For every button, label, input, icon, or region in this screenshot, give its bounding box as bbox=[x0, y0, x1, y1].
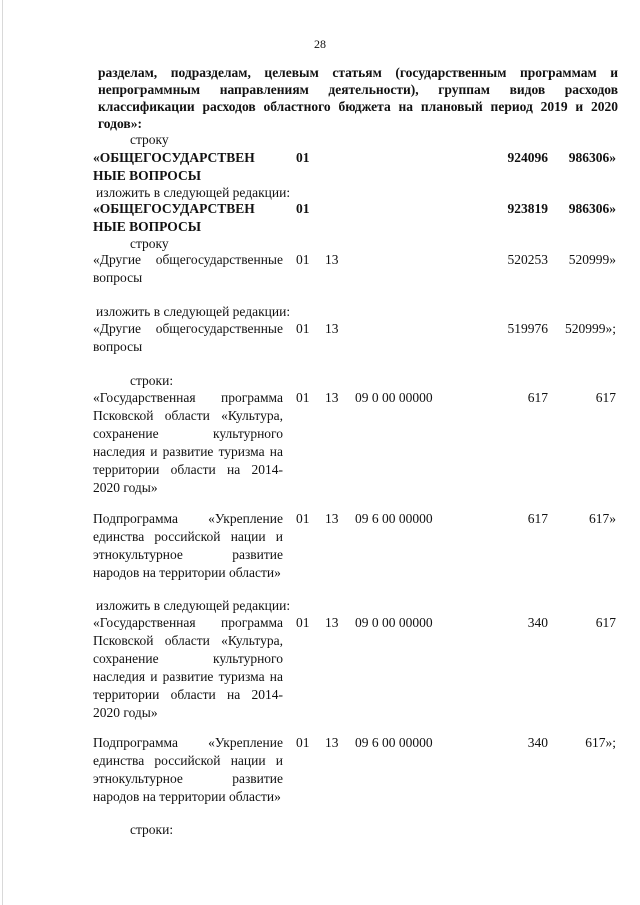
row-value-2020: 986306» bbox=[568, 201, 616, 216]
row-rz: 01 bbox=[296, 390, 310, 405]
row-csr: 09 0 00 00000 bbox=[355, 390, 433, 405]
row-csr: 09 6 00 00000 bbox=[355, 511, 433, 526]
row-value-2020: 617 bbox=[595, 390, 616, 405]
row-value-2020: 617» bbox=[589, 511, 616, 526]
row-rz: 01 bbox=[296, 150, 310, 165]
row-prz: 13 bbox=[325, 390, 339, 405]
instruction-stroku: строку bbox=[130, 132, 169, 147]
row-value-2019: 924096 bbox=[507, 150, 548, 165]
row-desc: Подпрограмма «Укрепление единства российской нации и этнокультурное развитие народов на территории области» bbox=[93, 735, 283, 804]
row-rz: 01 bbox=[296, 321, 310, 336]
row-desc: «Государственная программа Псковской области «Культура, сохранение культурного наследия и развитие туризма на территории области на 2014-2020 годы» bbox=[93, 390, 283, 495]
row-rz: 01 bbox=[296, 735, 310, 750]
row-value-2020: 520999» bbox=[568, 252, 616, 267]
instruction-stroku: строку bbox=[130, 236, 169, 251]
row-desc: «Другие общегосударственные вопросы bbox=[93, 252, 283, 285]
row-rz: 01 bbox=[296, 511, 310, 526]
instruction-izlozhit: изложить в следующей редакции: bbox=[96, 598, 291, 613]
instruction-stroki: строки: bbox=[130, 822, 174, 837]
row-value-2020: 617 bbox=[595, 615, 616, 630]
row-desc: «Другие общегосударственные вопросы bbox=[93, 321, 283, 354]
row-rz: 01 bbox=[296, 252, 310, 267]
row-desc: Подпрограмма «Укрепление единства российской нации и этнокультурное развитие народов на территории области» bbox=[93, 511, 283, 580]
row-prz: 13 bbox=[325, 615, 339, 630]
instruction-stroki: строки: bbox=[130, 373, 174, 388]
instruction-izlozhit: изложить в следующей редакции: bbox=[96, 304, 291, 319]
scan-edge bbox=[2, 0, 3, 905]
row-desc: «ОБЩЕГОСУДАРСТВЕН НЫЕ ВОПРОСЫ bbox=[93, 150, 255, 183]
row-value-2019: 617 bbox=[527, 390, 548, 405]
row-prz: 13 bbox=[325, 252, 339, 267]
row-prz: 13 bbox=[325, 511, 339, 526]
row-value-2019: 519976 bbox=[507, 321, 548, 336]
row-desc: «ОБЩЕГОСУДАРСТВЕН НЫЕ ВОПРОСЫ bbox=[93, 201, 255, 234]
row-rz: 01 bbox=[296, 615, 310, 630]
row-value-2019: 340 bbox=[527, 615, 548, 630]
row-value-2019: 617 bbox=[527, 511, 548, 526]
row-desc: «Государственная программа Псковской области «Культура, сохранение культурного наследия и развитие туризма на территории области на 2014-2020 годы» bbox=[93, 615, 283, 720]
row-rz: 01 bbox=[296, 201, 310, 216]
row-value-2020: 986306» bbox=[568, 150, 616, 165]
row-value-2019: 340 bbox=[527, 735, 548, 750]
intro-paragraph: разделам, подразделам, целевым статьям (государственным программам и непрограммным направлениям деятельности), группам видов расходов классификации расходов областного бюджета на плановый период 2019 и 2020 годов»: bbox=[98, 65, 618, 131]
row-csr: 09 6 00 00000 bbox=[355, 735, 433, 750]
row-prz: 13 bbox=[325, 321, 339, 336]
page-number: 28 bbox=[314, 37, 326, 51]
row-value-2019: 520253 bbox=[507, 252, 548, 267]
row-value-2020: 520999»; bbox=[564, 321, 616, 336]
row-value-2020: 617»; bbox=[585, 735, 616, 750]
row-prz: 13 bbox=[325, 735, 339, 750]
row-value-2019: 923819 bbox=[507, 201, 548, 216]
instruction-izlozhit: изложить в следующей редакции: bbox=[96, 185, 291, 200]
row-csr: 09 0 00 00000 bbox=[355, 615, 433, 630]
